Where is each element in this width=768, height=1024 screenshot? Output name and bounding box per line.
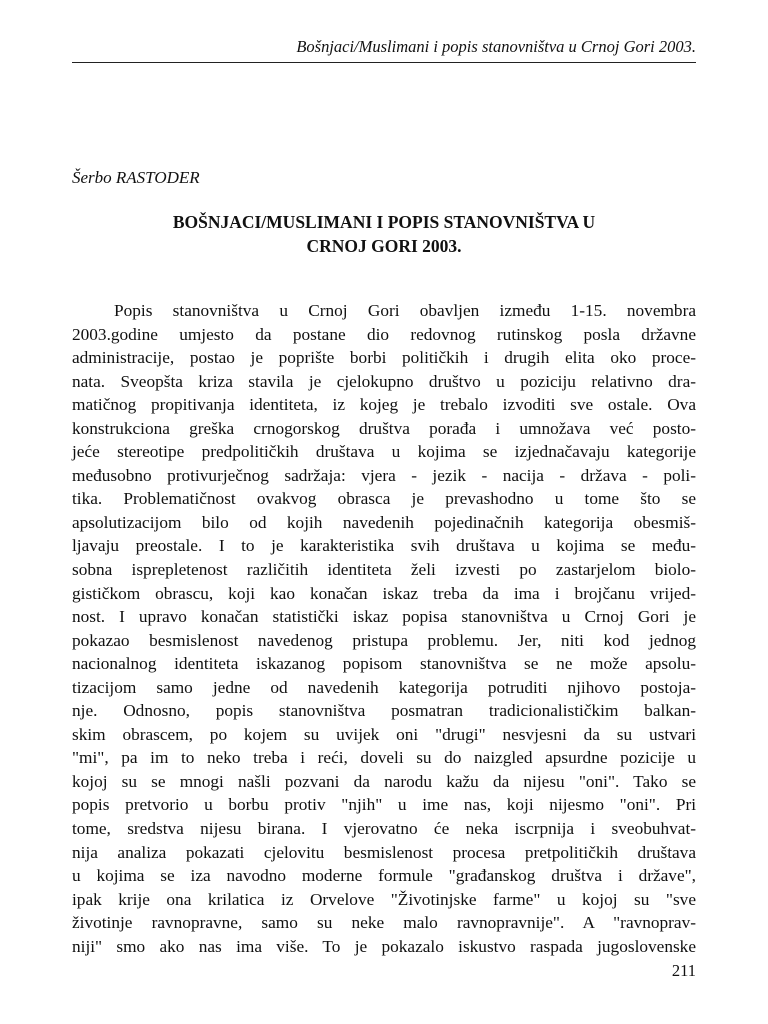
body-line: 2003.godine umjesto da postane dio redovnog rutinskog posla državne	[72, 324, 696, 344]
body-line: popis pretvorio u borbu protiv "njih" u ime nas, koji nijesmo "oni". Pri	[72, 795, 696, 815]
body-line: "mi", pa im to neko treba i reći, doveli su do naizgled apsurdne pozicije u	[72, 748, 696, 768]
body-line: tizacijom samo jedne od navedenih kategorija potruditi njihovo postoja-	[72, 677, 696, 697]
body-line: nacionalnog identiteta iskazanog popisom stanovništva se ne može apsolu-	[72, 654, 696, 674]
body-line: tome, sredstva nijesu birana. I vjerovatno će neka iscrpnija i sveobuhvat-	[72, 819, 696, 839]
body-line: ljavaju preostale. I to je karakteristika svih društava u kojima se među-	[72, 536, 696, 556]
body-line: nija analiza pokazati cjelovitu besmislenost procesa pretpolitičkih društava	[72, 842, 696, 862]
body-paragraph	[72, 299, 696, 958]
body-line: tika. Problematičnost ovakvog obrasca je prevashodno u tome što se	[72, 489, 696, 509]
body-line: sobna isprepletenost različitih identiteta želi izvesti po zastarjelom biolo-	[72, 560, 696, 580]
running-header	[72, 37, 696, 63]
body-line: nost. I upravo konačan statistički iskaz popisa stanovništva u Crnoj Gori je	[72, 607, 696, 627]
body-line: životinje ravnopravne, samo su neke malo ravnopravnije". A "ravnoprav-	[72, 913, 696, 933]
body-line: nata. Sveopšta kriza stavila je cjelokupno društvo u poziciju relativno dra-	[72, 371, 696, 391]
article-title-line: CRNOJ GORI 2003.	[306, 236, 462, 256]
body-line: kojoj su se mnogi našli pozvani da narodu kažu da nijesu "oni". Tako se	[72, 771, 696, 791]
body-line: pokazao besmislenost navedenog pristupa problemu. Jer, niti kod jednog	[72, 630, 696, 650]
body-line: gističkom obrascu, koji kao konačan iskaz treba da ima i brojčanu vrijed-	[72, 583, 696, 603]
running-header-title: Bošnjaci/Muslimani i popis stanovništva u Crnoj Gori 2003.	[296, 37, 696, 56]
body-line: nje. Odnosno, popis stanovništva posmatran tradicionalističkim balkan-	[72, 701, 696, 721]
body-line: apsolutizacijom bilo od kojih navedenih pojedinačnih kategorija obesmiš-	[72, 512, 696, 532]
body-line: u kojima se iza navodno moderne formule "građanskog društva i države",	[72, 866, 696, 886]
article-title	[72, 210, 696, 258]
page-number: 211	[671, 961, 696, 980]
body-line: jeće stereotipe predpolitičkih društava u kojima se izjednačavaju kategorije	[72, 442, 696, 462]
article-title-line: BOŠNJACI/MUSLIMANI I POPIS STANOVNIŠTVA U	[172, 212, 596, 232]
body-line: ipak krije ona krilatica iz Orvelove "Životinjske farme" u kojoj su "sve	[72, 889, 696, 909]
body-line: matičnog propitivanja identiteta, iz kojeg je trebalo izvoditi sve ostale. Ova	[72, 395, 696, 415]
body-line: administracije, postao je poprište borbi političkih i drugih elita oko proce-	[72, 348, 696, 368]
body-line: konstrukciona greška crnogorskog društva porađa i umnožava već posto-	[72, 418, 696, 438]
body-line: skim obrascem, po kojem su uvijek oni "drugi" nesvjesni da su ustvari	[72, 724, 696, 744]
body-line: niji" smo ako nas ima više. To je pokazalo iskustvo raspada jugoslovenske	[72, 936, 696, 956]
author-name: Šerbo RASTODER	[72, 168, 200, 187]
body-line: Popis stanovništva u Crnoj Gori obavljen između 1-15. novembra	[114, 301, 696, 320]
body-line: međusobno protivurječnog sadržaja: vjera - jezik - nacija - država - poli-	[72, 465, 696, 485]
